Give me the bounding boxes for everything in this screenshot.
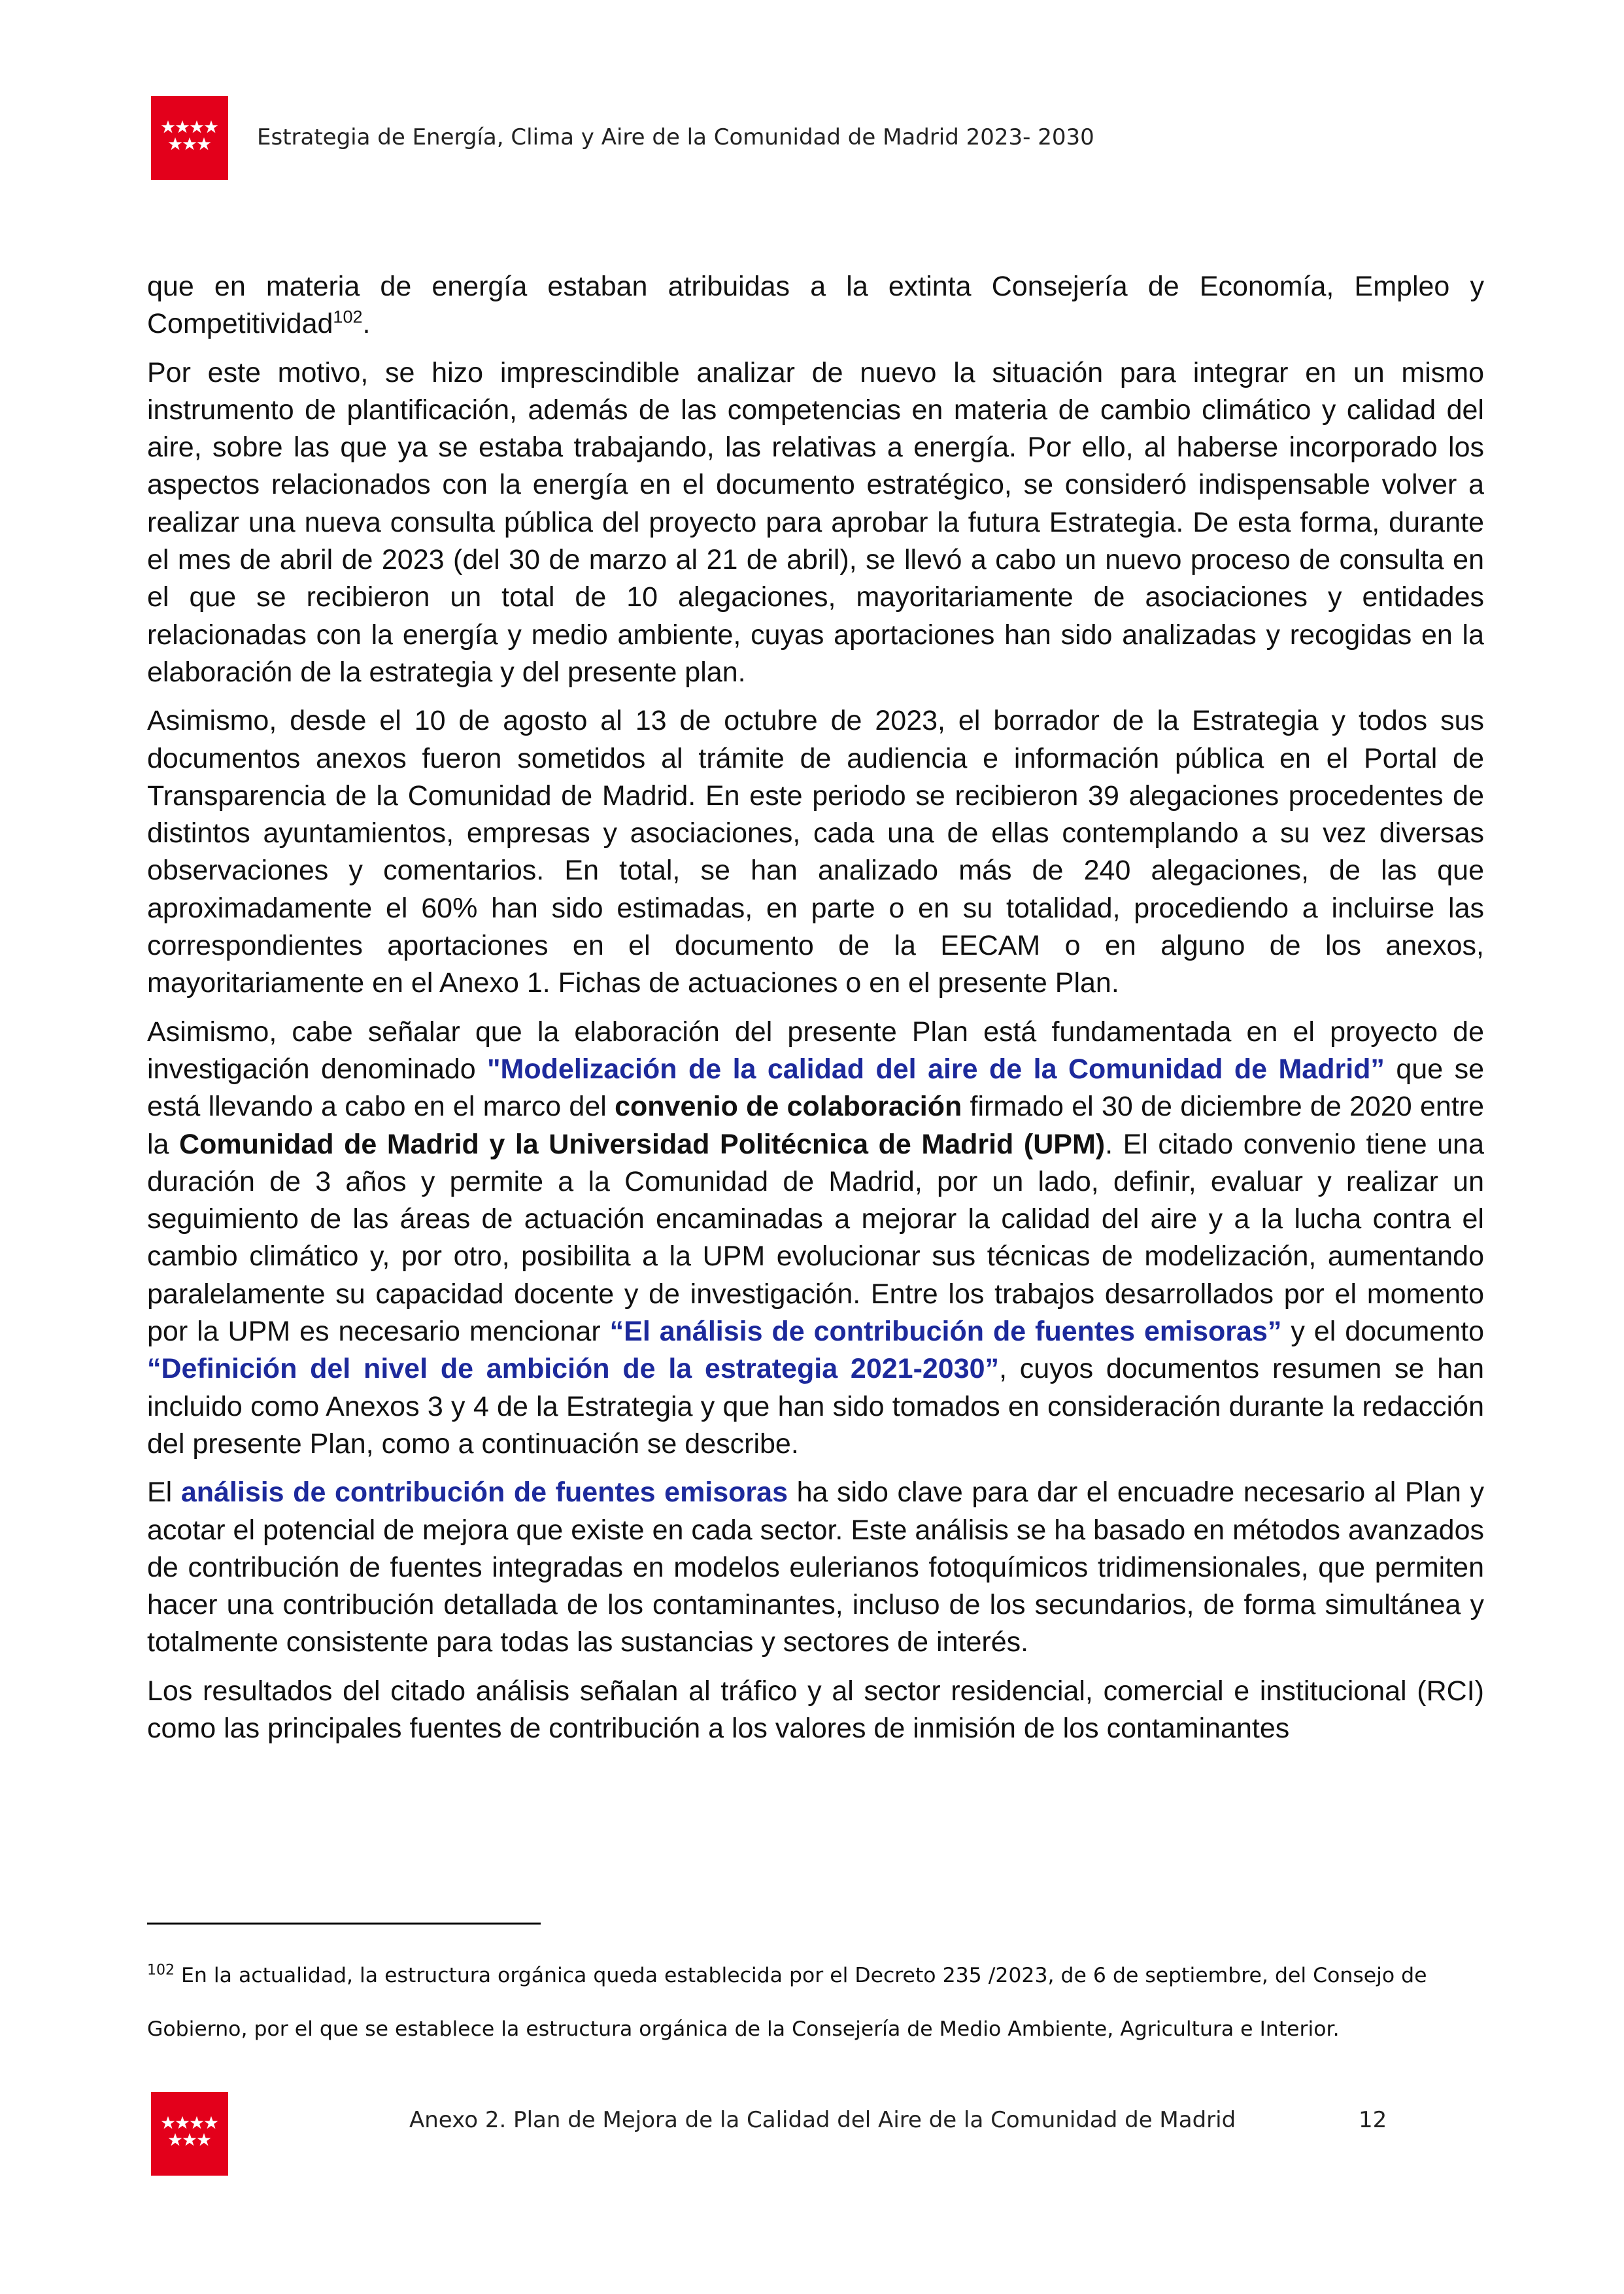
- paragraph: El análisis de contribución de fuentes emisoras ha sido clave para dar el encuadre necesario al Plan y acotar el potencial de mejora que existe en cada sector. Este análisis se ha basado en métodos avanzados de contribución de fuentes integradas en modelos eulerianos fotoquímicos tridimensionales, que permiten hacer una contribución detallada de los contaminantes, incluso de los secundarios, de forma simultánea y totalmente consistente para todas las sustancias y sectores de interés.: [147, 1477, 1484, 1658]
- paragraph: que en materia de energía estaban atribuidas a la extinta Consejería de Economía, Empleo y Competitividad$^{102}$.: [147, 271, 1484, 340]
- paragraph: Asimismo, desde el 10 de agosto al 13 de octubre de 2023, el borrador de la Estrategia y todos sus documentos anexos fueron sometidos al trámite de audiencia e información pública en el Portal de Transparencia de la Comunidad de Madrid. En este periodo se recibieron 39 alegaciones procedentes de distintos ayuntamientos, empresas y asociaciones, cada una de ellas contemplando a su vez diversas observaciones y comentarios. En total, se han analizado más de 240 alegaciones, de las que aproximadamente el 60% han sido estimadas, en parte o en su totalidad, procediendo a incluirse las correspondientes aportaciones en el documento de la EECAM o en alguno de los anexos, mayoritariamente en el Anexo 1. Fichas de actuaciones o en el presente Plan.: [147, 705, 1484, 999]
- document-body: [147, 268, 1484, 1758]
- footnote-reference[interactable]: 102: [333, 307, 363, 327]
- footnote-separator: [147, 1923, 541, 1925]
- highlighted-title: “El análisis de contribución de fuentes emisoras”: [609, 1316, 1282, 1348]
- bold-text: convenio de colaboración: [615, 1091, 962, 1123]
- stars-icon: [161, 2116, 218, 2151]
- footnote: $^{102}$ En la actualidad, la estructura orgánica queda establecida por el Decreto 235 /2023, de 6 de septiembre, del Consejo de Gobierno, por el que se establece la estructura orgánica de la Consejería de Medio Ambiente, Agricultura e Interior.: [147, 1962, 1427, 2041]
- highlighted-title: "Modelización de la calidad del aire de la Comunidad de Madrid”: [487, 1053, 1385, 1085]
- bold-text: Comunidad de Madrid y la Universidad Politécnica de Madrid (UPM): [179, 1128, 1106, 1160]
- comunidad-de-madrid-logo-icon: [151, 96, 228, 180]
- document-header-title: Estrategia de Energía, Clima y Aire de la Comunidad de Madrid 2023- 2030: [257, 124, 1094, 150]
- paragraph: Por este motivo, se hizo imprescindible analizar de nuevo la situación para integrar en un mismo instrumento de plantificación, además de las competencias en materia de cambio climático y calidad del aire, sobre las que ya se estaba trabajando, las relativas a energía. Por ello, al haberse incorporado los aspectos relacionados con la energía en el documento estratégico, se consideró indispensable volver a realizar una nueva consulta pública del proyecto para aprobar la futura Estrategia. De esta forma, durante el mes de abril de 2023 (del 30 de marzo al 21 de abril), se llevó a cabo un nuevo proceso de consulta en el que se recibieron un total de 10 alegaciones, mayoritariamente de asociaciones y entidades relacionadas con la energía y medio ambiente, cuyas aportaciones han sido analizadas y recogidas en la elaboración de la estrategia y del presente plan.: [147, 356, 1484, 688]
- highlighted-title: “Definición del nivel de ambición de la estrategia 2021-2030”: [147, 1353, 1000, 1385]
- comunidad-de-madrid-logo-icon: [151, 2092, 228, 2176]
- footnote-number: 102: [147, 1962, 175, 1979]
- page-number: 12: [1359, 2107, 1387, 2133]
- stars-icon: [161, 120, 218, 156]
- paragraph: Los resultados del citado análisis señalan al tráfico y al sector residencial, comercial e institucional (RCI) como las principales fuentes de contribución a los valores de inmisión de los contaminantes: [147, 1675, 1484, 1744]
- document-footer-title: Anexo 2. Plan de Mejora de la Calidad del Aire de la Comunidad de Madrid: [409, 2107, 1236, 2133]
- highlighted-title: análisis de contribución de fuentes emisoras: [180, 1477, 788, 1509]
- paragraph: Asimismo, cabe señalar que la elaboración del presente Plan está fundamentada en el proyecto de investigación denominado "Modelización de la calidad del aire de la Comunidad de Madrid” que se está llevando a cabo en el marco del convenio de colaboración firmado el 30 de diciembre de 2020 entre la Comunidad de Madrid y la Universidad Politécnica de Madrid (UPM). El citado convenio tiene una duración de 3 años y permite a la Comunidad de Madrid, por un lado, definir, evaluar y realizar un seguimiento de las áreas de actuación encaminadas a mejorar la calidad del aire y a la lucha contra el cambio climático y, por otro, posibilita a la UPM evolucionar sus técnicas de modelización, aumentando paralelamente su capacidad docente y de investigación. Entre los trabajos desarrollados por el momento por la UPM es necesario mencionar “El análisis de contribución de fuentes emisoras” y el documento “Definición del nivel de ambición de la estrategia 2021-2030”, cuyos documentos resumen se han incluido como Anexos 3 y 4 de la Estrategia y que han sido tomados en consideración durante la redacción del presente Plan, como a continuación se describe.: [147, 1016, 1485, 1460]
